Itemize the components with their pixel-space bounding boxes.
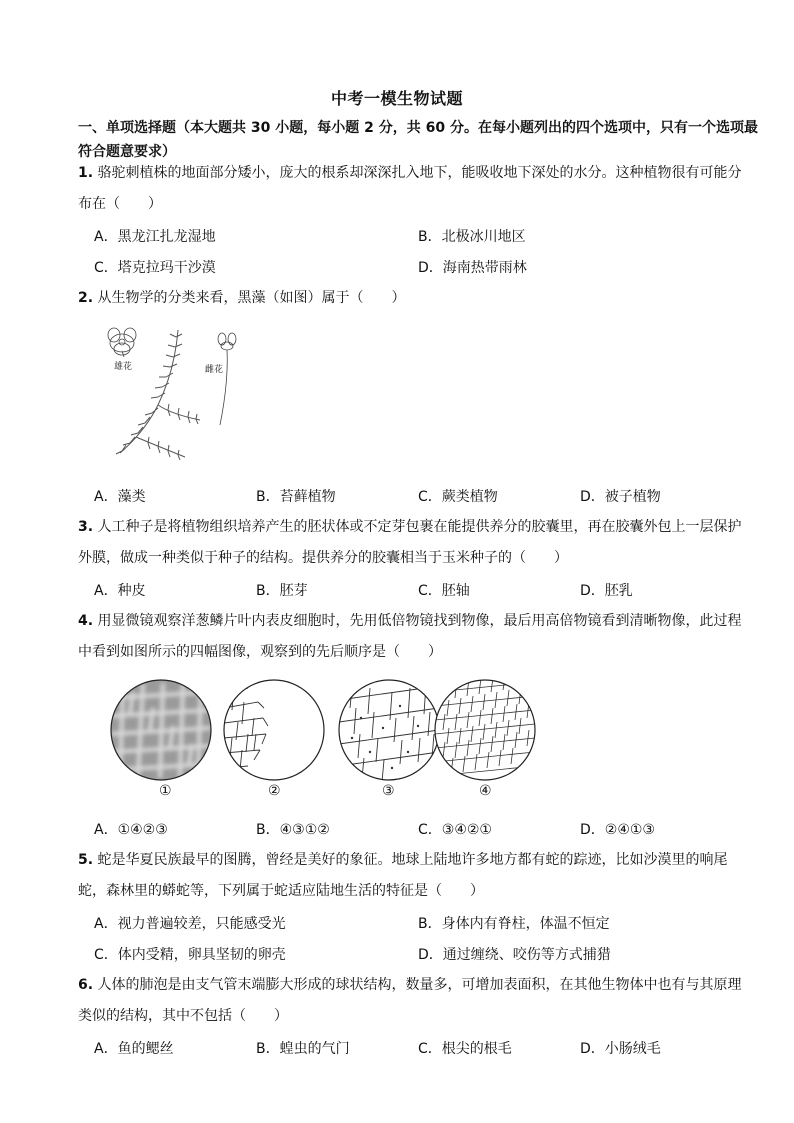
option-b[interactable]: B．苔藓植物 [256, 489, 336, 505]
option-d[interactable]: D．②④①③ [580, 822, 655, 838]
option-b[interactable]: B．④③①② [256, 822, 330, 838]
view-3-highpower [339, 678, 439, 786]
question-number: 6. [78, 977, 94, 993]
question-6 [78, 970, 748, 1032]
male-flower-icon [108, 328, 136, 357]
option-a[interactable]: A．藻类 [94, 489, 146, 505]
question-number: 4. [78, 613, 94, 629]
figure-label-3: ③ [382, 783, 395, 799]
option-c[interactable]: C．③④②① [418, 822, 492, 838]
question-5 [78, 845, 748, 907]
stem-icon [116, 330, 200, 460]
option-a[interactable]: A．鱼的鳃丝 [94, 1041, 174, 1057]
page-title: 中考一模生物试题 [330, 89, 463, 108]
question-1 [78, 158, 748, 220]
hydrilla-figure [100, 325, 250, 470]
question-number: 3. [78, 519, 94, 535]
view-4-lowpower [435, 678, 535, 780]
figure-label-1: ① [159, 783, 172, 799]
option-c[interactable]: C．体内受精，卵具坚韧的卵壳 [94, 947, 286, 963]
question-stem: 人体的肺泡是由支气管末端膨大形成的球状结构，数量多，可增加表面积，在其他生物体中也有与其原理类似的结构，其中不包括（ ） [78, 977, 742, 1024]
microscope-views-figure [108, 678, 538, 786]
question-stem: 人工种子是将植物组织培养产生的胚状体或不定芽包裹在能提供养分的胶囊里，再在胶囊外包上一层保护外膜，做成一种类似于种子的结构。提供养分的胶囊相当于玉米种子的（ ） [78, 519, 742, 566]
option-a[interactable]: A．视力普遍较差，只能感受光 [94, 916, 286, 932]
question-2 [78, 283, 748, 314]
option-b[interactable]: B．身体内有脊柱，体温不恒定 [418, 916, 610, 932]
option-a[interactable]: A．①④②③ [94, 822, 168, 838]
figure-label-2: ② [268, 783, 281, 799]
female-flower-label: 雌花 [205, 365, 224, 375]
option-d[interactable]: D．海南热带雨林 [418, 260, 527, 276]
option-b[interactable]: B．北极冰川地区 [418, 229, 526, 245]
question-number: 2. [78, 290, 94, 306]
question-stem: 蛇是华夏民族最早的图腾，曾经是美好的象征。地球上陆地许多地方都有蛇的踪迹，比如沙漠里的响尾蛇，森林里的蟒蛇等，下列属于蛇适应陆地生活的特征是（ ） [78, 852, 728, 899]
option-b[interactable]: B．蝗虫的气门 [256, 1041, 350, 1057]
figure-label-4: ④ [479, 783, 492, 799]
view-1-blurry [111, 680, 211, 780]
option-d[interactable]: D．胚乳 [580, 583, 633, 599]
question-stem: 从生物学的分类来看，黑藻（如图）属于（ ） [97, 290, 406, 306]
male-flower-label: 雄花 [114, 362, 133, 372]
option-a[interactable]: A．种皮 [94, 583, 146, 599]
section-heading: 一、单项选择题（本大题共 30 小题，每小题 2 分，共 60 分。在每小题列出的四个选项中，只有一个选项最符合题意要求） [78, 120, 758, 160]
view-2-offcenter [224, 680, 324, 780]
question-3 [78, 512, 748, 574]
question-number: 5. [78, 852, 94, 868]
option-c[interactable]: C．胚轴 [418, 583, 470, 599]
option-c[interactable]: C．塔克拉玛干沙漠 [94, 260, 216, 276]
option-d[interactable]: D．通过缠绕、咬伤等方式捕猎 [418, 947, 611, 963]
option-b[interactable]: B．胚芽 [256, 583, 308, 599]
question-number: 1. [78, 165, 94, 181]
option-d[interactable]: D．小肠绒毛 [580, 1041, 661, 1057]
option-c[interactable]: C．根尖的根毛 [418, 1041, 512, 1057]
question-stem: 骆驼刺植株的地面部分矮小，庞大的根系却深深扎入地下，能吸收地下深处的水分。这种植物很有可能分布在（ ） [78, 165, 742, 212]
option-c[interactable]: C．蕨类植物 [418, 489, 498, 505]
option-d[interactable]: D．被子植物 [580, 489, 661, 505]
option-a[interactable]: A．黑龙江扎龙湿地 [94, 229, 216, 245]
question-stem: 用显微镜观察洋葱鳞片叶内表皮细胞时，先用低倍物镜找到物像，最后用高倍物镜看到清晰物像，此过程中看到如图所示的四幅图像，观察到的先后顺序是（ ） [78, 613, 742, 660]
question-4 [78, 606, 748, 668]
female-flower-icon [218, 333, 236, 425]
